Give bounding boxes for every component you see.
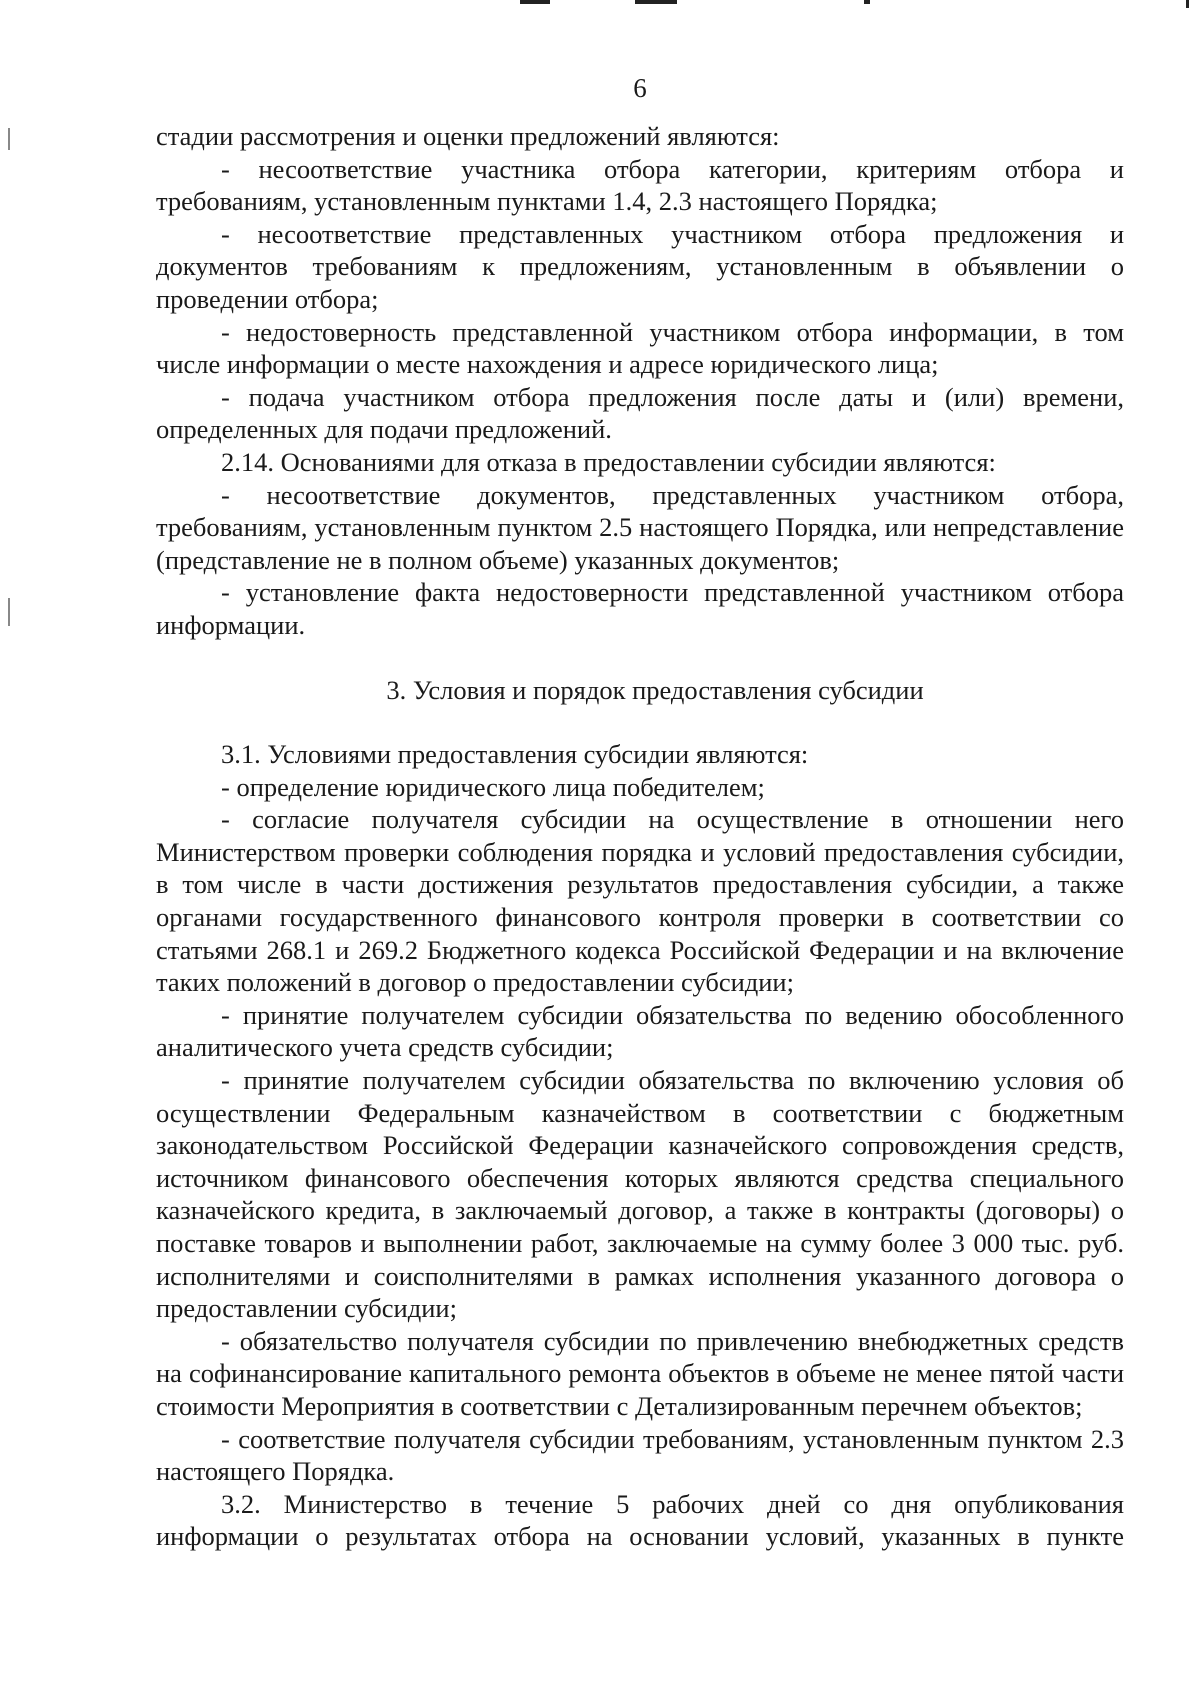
paragraph: - установление факта недостоверности представленной участником отбора информации. [156, 577, 1124, 640]
paragraph: - определение юридического лица победителем; [221, 771, 765, 802]
paragraph: - подача участником отбора предложения после даты и (или) времени, определенных для подачи предложений. [156, 381, 1124, 445]
paragraph: - принятие получателем субсидии обязательства по ведению обособленного аналитического учета средств субсидии; [156, 999, 1124, 1063]
document-body [156, 120, 1124, 1553]
paragraph: - несоответствие участника отбора категории, критериям отбора и требованиям, установленным пунктами 1.4, 2.3 настоящего Порядка; [156, 153, 1124, 217]
scan-edge-marks [0, 0, 1200, 8]
paragraph: - несоответствие документов, представленных участником отбора, требованиям, установленным пунктом 2.5 настоящего Порядка, или непредставление (представление не в полном объеме) указанных документов; [156, 479, 1124, 575]
scan-mark [635, 0, 677, 4]
paragraph: стадии рассмотрения и оценки предложений являются: [156, 121, 780, 151]
scan-mark [1186, 0, 1189, 8]
paragraph: - обязательство получателя субсидии по привлечению внебюджетных средств на софинансирование капитального ремонта объектов в объеме не менее пятой части стоимости Мероприятия в соответствии с Детализированным перечнем объектов; [156, 1325, 1124, 1421]
scan-margin-mark [8, 598, 10, 626]
page-number: 6 [633, 73, 647, 103]
paragraph: 3.1. Условиями предоставления субсидии являются: [221, 739, 809, 770]
paragraph: - принятие получателем субсидии обязательства по включению условия об осуществлении Федеральным казначейством в соответствии с бюджетным законодательством Российской Федерации казначейского сопровождения средств, источником финансового обеспечения которых являются средства специального казначейского кредита, в заключаемый договор, а также в контракты (договоры) о поставке товаров и выполнении работ, заключаемые на сумму более 3 000 тыс. руб. исполнителями и соисполнителями в рамках исполнения указанного договора о предоставлении субсидии; [156, 1065, 1124, 1324]
scan-margin-mark [8, 128, 10, 150]
paragraph: - соответствие получателя субсидии требованиям, установленным пунктом 2.3 настоящего Порядка. [156, 1423, 1124, 1487]
paragraph: - согласие получателя субсидии на осуществление в отношении него Министерством проверки соблюдения порядка и условий предоставления субсидии, в том числе в части достижения результатов предоставления субсидии, а также органами государственного финансового контроля проверки в соответствии со статьями 268.1 и 269.2 Бюджетного кодекса Российской Федерации и на включение таких положений в договор о предоставлении субсидии; [156, 804, 1124, 998]
paragraph: 2.14. Основаниями для отказа в предоставлении субсидии являются: [221, 446, 996, 477]
paragraph: - несоответствие представленных участником отбора предложения и документов требованиям к предложениям, установленным в объявлении о проведении отбора; [156, 218, 1124, 314]
paragraph: 3.2. Министерство в течение 5 рабочих дней со дня опубликования информации о результатах отбора на основании условий, указанных в пункте [156, 1488, 1124, 1552]
section-heading: 3. Условия и порядок предоставления субсидии [386, 674, 924, 705]
paragraph: - недостоверность представленной участником отбора информации, в том числе информации о месте нахождения и адресе юридического лица; [156, 316, 1124, 380]
scan-mark [864, 0, 870, 4]
scan-mark [520, 0, 550, 4]
